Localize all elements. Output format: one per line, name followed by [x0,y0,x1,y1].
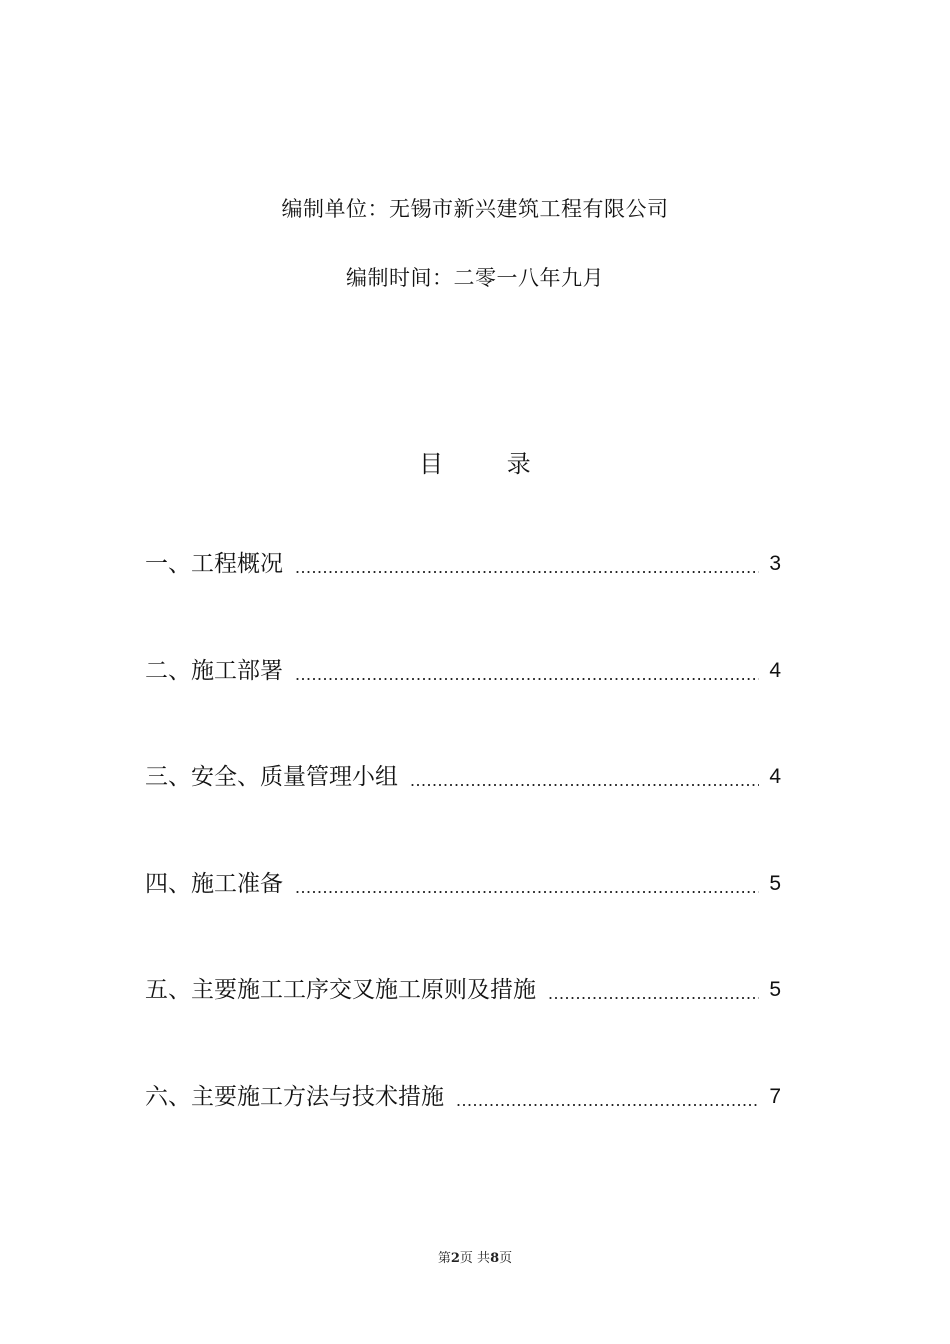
toc-entry-label: 三、安全、质量管理小组 [145,764,398,790]
footer-current-page: 2 [450,1251,460,1266]
toc-title: 目 录 [419,450,559,478]
toc-leader-dots [548,980,759,1006]
toc-entry-page: 5 [769,978,781,1001]
toc-entry-page: 4 [769,658,781,682]
compiling-date: 编制时间：二零一八年九月 [346,266,604,290]
table-of-contents [145,548,781,1113]
toc-entry-page: 5 [769,871,781,895]
toc-entry[interactable] [145,1006,781,1113]
toc-entry-label: 六、主要施工方法与技术措施 [145,1083,444,1110]
toc-entry[interactable] [145,548,781,580]
toc-entry[interactable] [145,687,781,794]
page-footer [0,1247,950,1266]
toc-entry-label: 四、施工准备 [145,870,283,897]
toc-entry-page: 3 [769,552,781,575]
toc-entry-label: 一、工程概况 [145,551,283,577]
toc-entry-page: 7 [769,1084,781,1108]
footer-suffix: 页 [499,1251,513,1266]
toc-entry[interactable] [145,900,781,1007]
toc-leader-dots [295,874,759,900]
footer-middle: 页 共 [459,1251,491,1266]
toc-leader-dots [295,661,759,687]
toc-entry[interactable] [145,793,781,900]
footer-total-pages: 8 [490,1251,500,1266]
toc-leader-dots [410,767,759,793]
toc-entry-label: 二、施工部署 [145,657,283,684]
toc-entry-label: 五、主要施工工序交叉施工原则及措施 [145,977,536,1003]
compiling-unit: 编制单位：无锡市新兴建筑工程有限公司 [281,197,669,221]
toc-leader-dots [295,554,759,580]
footer-prefix: 第 [437,1251,451,1266]
toc-leader-dots [456,1087,759,1113]
toc-entry-page: 4 [769,765,781,788]
toc-entry[interactable] [145,580,781,687]
